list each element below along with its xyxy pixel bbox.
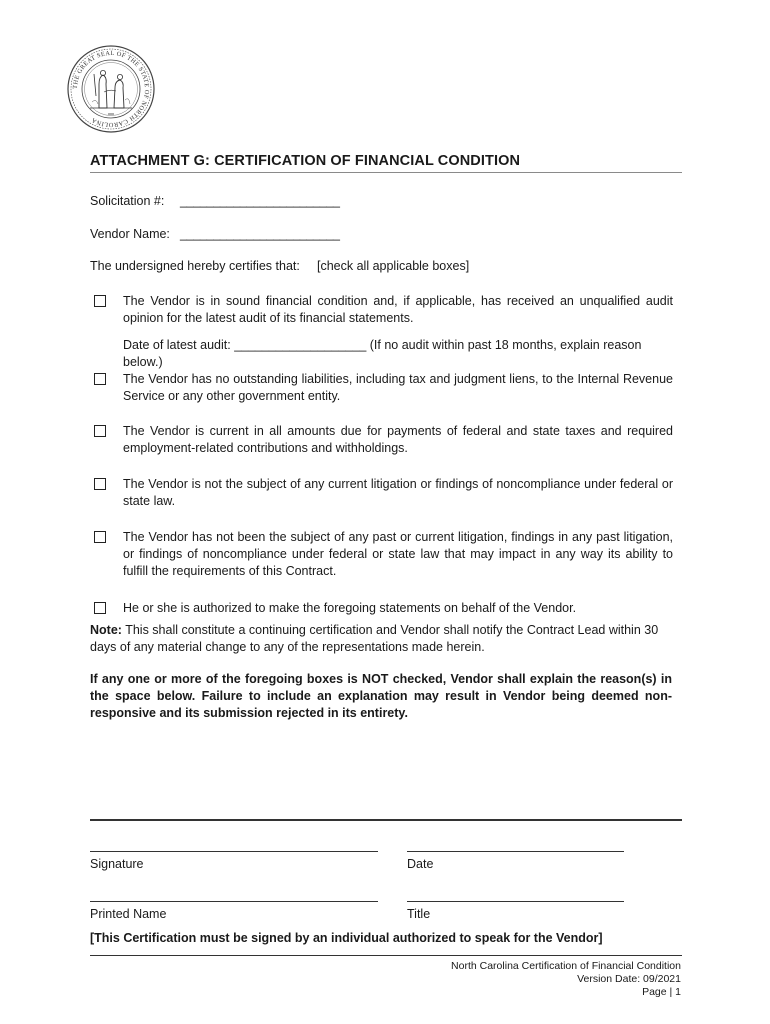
solicitation-field[interactable]: ________________________	[180, 194, 340, 208]
audit-date-label: Date of latest audit:	[123, 338, 231, 352]
explanation-area[interactable]	[90, 725, 682, 815]
note-text: This shall constitute a continuing certification and Vendor shall notify the Contract Lead within 30 days of any material change to any of the representations made herein.	[90, 623, 659, 654]
item-sound-financial: The Vendor is in sound financial condition and, if applicable, has received an unqualified audit opinion for the latest audit of its financial statements.	[123, 294, 673, 325]
check-instructions: [check all applicable boxes]	[317, 259, 470, 273]
audit-date-note: (If no audit within past 18 months, explain reason below.)	[123, 338, 642, 369]
printed-name-label: Printed Name	[90, 907, 167, 921]
signature-section-divider	[90, 819, 682, 821]
item-taxes-current: The Vendor is current in all amounts due for payments of federal and state taxes and required employment-related contributions and withholdings.	[123, 424, 673, 455]
title-label: Title	[407, 907, 431, 921]
vendor-name-field[interactable]: ________________________	[180, 227, 340, 241]
signature-line[interactable]	[90, 851, 378, 852]
footer-doc-name: North Carolina Certification of Financial Condition	[451, 960, 681, 972]
footer-page-number: Page | 1	[642, 986, 681, 998]
certify-intro: The undersigned hereby certifies that:	[90, 259, 300, 273]
footer-divider	[90, 955, 682, 956]
note-paragraph	[90, 622, 676, 656]
date-label: Date	[407, 857, 434, 871]
checkbox-no-litigation[interactable]	[94, 478, 106, 490]
date-line[interactable]	[407, 851, 624, 852]
item-no-liabilities: The Vendor has no outstanding liabilities, including tax and judgment liens, to the Internal Revenue Service or any other government entity.	[123, 372, 673, 403]
state-seal-logo	[66, 44, 156, 134]
item-no-past-litigation: The Vendor has not been the subject of any past or current litigation, findings in any past litigation, or findings of noncompliance under federal or state law that may impact in any way its ability to fulfill the requirements of this Contract.	[123, 530, 673, 578]
printed-name-line[interactable]	[90, 901, 378, 902]
title-line[interactable]	[407, 901, 624, 902]
checkbox-no-past-litigation[interactable]	[94, 531, 106, 543]
explanation-warning: If any one or more of the foregoing boxes is NOT checked, Vendor shall explain the reason(s) in the space below. Failure to include an explanation may result in Vendor being deemed non-responsive and its submission rejected in its entirety.	[90, 672, 672, 720]
audit-date-field[interactable]: ___________________	[234, 338, 367, 352]
checkbox-no-liabilities[interactable]	[94, 373, 106, 385]
solicitation-label: Solicitation #:	[90, 194, 165, 208]
signing-requirement: [This Certification must be signed by an individual authorized to speak for the Vendor]	[90, 931, 603, 945]
checkbox-taxes-current[interactable]	[94, 425, 106, 437]
svg-text:THE GREAT SEAL OF THE STATE OF: THE GREAT SEAL OF THE STATE OF NORTH CAROLINA	[71, 49, 151, 129]
title-divider	[90, 172, 682, 173]
item-authorized: He or she is authorized to make the foregoing statements on behalf of the Vendor.	[123, 601, 577, 615]
footer-version: Version Date: 09/2021	[577, 973, 681, 985]
document-title: ATTACHMENT G: CERTIFICATION OF FINANCIAL CONDITION	[90, 153, 521, 169]
checkbox-authorized[interactable]	[94, 602, 106, 614]
audit-date-line	[123, 337, 673, 371]
vendor-name-label: Vendor Name:	[90, 227, 170, 241]
item-no-litigation: The Vendor is not the subject of any current litigation or findings of noncompliance under federal or state law.	[123, 477, 673, 508]
footer-block	[451, 960, 681, 999]
checkbox-sound-financial[interactable]	[94, 295, 106, 307]
signature-label: Signature	[90, 857, 144, 871]
note-label: Note:	[90, 623, 122, 637]
